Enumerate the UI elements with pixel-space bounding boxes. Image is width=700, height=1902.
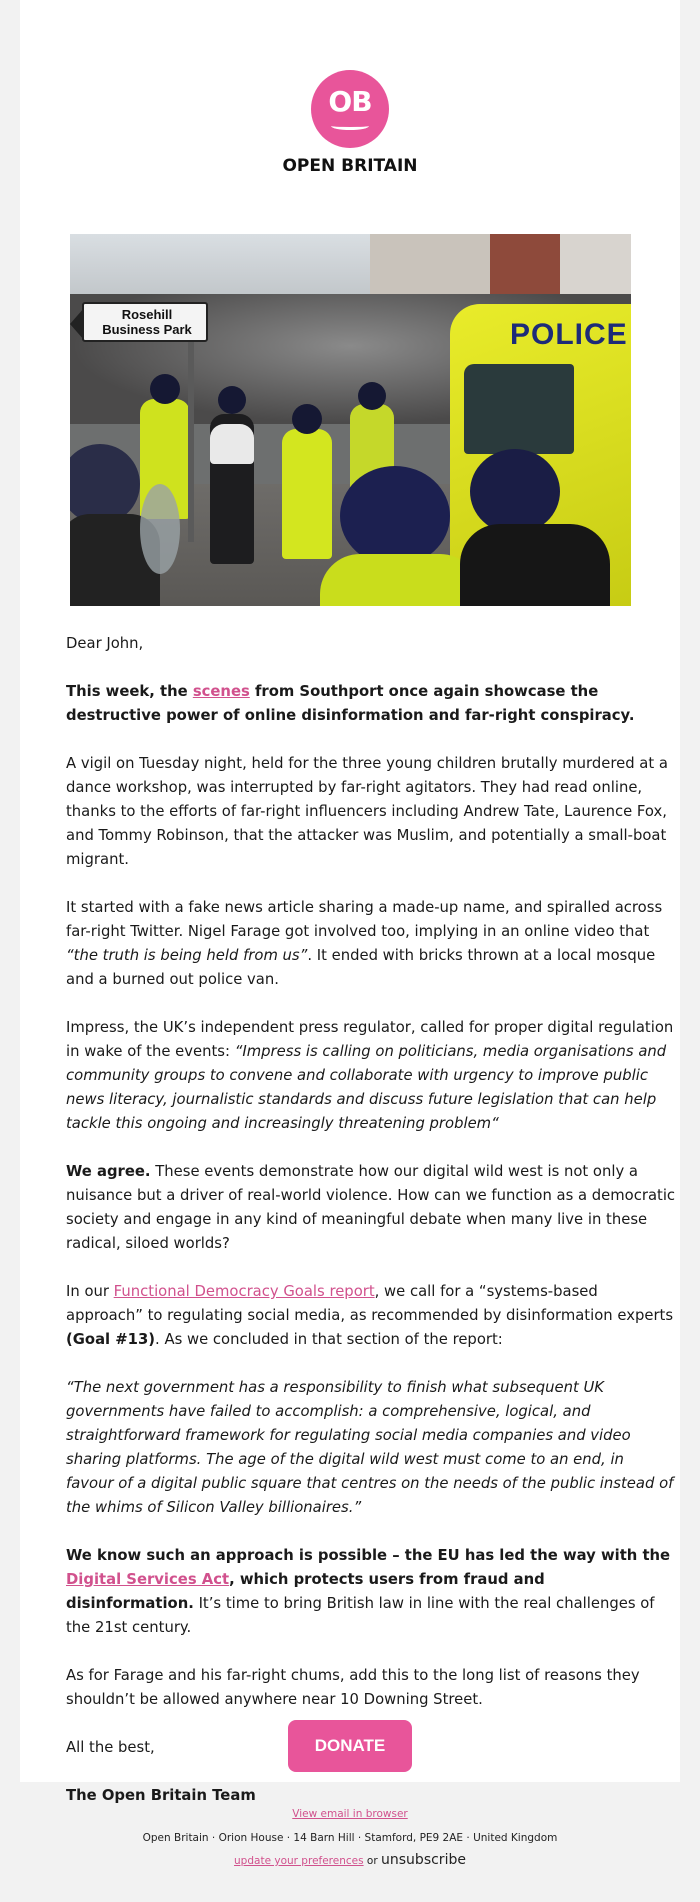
paragraph-impress	[66, 1016, 676, 1136]
footer-preferences-line	[0, 1852, 700, 1868]
police-officer	[282, 429, 332, 559]
police-helmet	[218, 386, 246, 414]
police-officer-foreground	[320, 554, 480, 606]
text-run: This week, the	[66, 683, 193, 700]
email-card	[20, 0, 680, 1804]
paragraph-agree	[66, 1160, 676, 1256]
police-helmet-foreground	[470, 449, 560, 534]
police-officer-foreground	[460, 524, 610, 606]
update-preferences-link[interactable]: update your preferences	[234, 1855, 364, 1867]
logo-monogram: OB	[328, 85, 372, 118]
open-britain-logo[interactable]	[311, 70, 389, 148]
text-run: It started with a fake news article sharing a made-up name, and spiralled across far-right Twitter. Nigel Farage got involved too, implying in an online video that	[66, 899, 663, 940]
we-agree-text: We agree.	[66, 1163, 151, 1180]
sign-arrow-icon	[70, 308, 84, 340]
text-run: We know such an approach is possible – the EU has led the way with the	[66, 1547, 671, 1564]
text-run: , which protects users from fraud and disinformation.	[66, 1571, 545, 1612]
text-run: . It ended with bricks thrown at a local mosque and a burned out police van.	[66, 947, 656, 988]
paragraph-report	[66, 1280, 676, 1352]
text-run: These events demonstrate how our digital wild west is not only a nuisance but a driver of real-world violence. How can we function as a democratic society and engage in any kind of meaningful debate when many live in these radical, siloed worlds?	[66, 1163, 676, 1252]
police-vest	[210, 424, 254, 464]
paragraph-origin	[66, 896, 676, 992]
footer-or: or	[363, 1855, 382, 1867]
paragraph-vigil: A vigil on Tuesday night, held for the three young children brutally murdered at a dance workshop, was interrupted by far-right agitators. They had read online, thanks to the efforts of far-right influencers including Andrew Tate, Laurence Fox, and Tommy Robinson, that the attacker was Muslim, and potentially a small-boat migrant.	[66, 755, 668, 868]
police-helmet-foreground	[340, 466, 450, 566]
text-run: It’s time to bring British law in line with the real challenges of the 21st century.	[66, 1595, 655, 1636]
footer	[0, 1808, 700, 1868]
sign-line-2: Business Park	[102, 322, 192, 337]
sign-pole	[188, 342, 194, 542]
footer-address: Open Britain · Orion House · 14 Barn Hill · Stamford, PE9 2AE · United Kingdom	[142, 1832, 558, 1844]
hero-image[interactable]	[70, 234, 631, 606]
sign-line-1: Rosehill	[121, 307, 173, 322]
police-helmet	[150, 374, 180, 404]
paragraph-eu	[66, 1544, 676, 1640]
view-in-browser-link[interactable]: View email in browser	[292, 1808, 408, 1820]
donate-button[interactable]: DONATE	[288, 1720, 412, 1772]
signature: The Open Britain Team	[66, 1787, 256, 1804]
text-run: In our	[66, 1283, 114, 1300]
sign-text	[92, 307, 202, 337]
greeting: Dear John,	[66, 635, 144, 652]
report-quote: “The next government has a responsibility to finish what subsequent UK governments have failed to accomplish: a comprehensive, logical, and straightforward framework for regulating social media companies and video sharing platforms. The age of the digital wild west must come to an end, in favour of a digital public square that centres on the needs of the public instead of the whims of Silicon Valley billionaires.”	[66, 1379, 674, 1516]
text-run: . As we concluded in that section of the report:	[155, 1331, 503, 1348]
paragraph-farage: As for Farage and his far-right chums, add this to the long list of reasons they shouldn’t be allowed anywhere near 10 Downing Street.	[66, 1667, 640, 1708]
police-helmet	[292, 404, 322, 434]
text-run: , we call for a “systems-based approach” to regulating social media, as recommended by disinformation experts	[66, 1283, 674, 1324]
impress-quote: “Impress is calling on politicians, media organisations and community groups to convene and collaborate with urgency to improve public news literacy, journalistic standards and discuss future legislation that can help tackle this ongoing and increasingly threatening problem“	[66, 1043, 667, 1132]
van-police-label: POLICE	[510, 318, 628, 351]
brand-name: OPEN BRITAIN	[282, 156, 418, 176]
letter-body	[66, 632, 676, 1832]
unsubscribe-link[interactable]: unsubscribe	[381, 1852, 466, 1868]
dsa-link[interactable]: Digital Services Act	[66, 1571, 230, 1588]
signoff: All the best,	[66, 1739, 155, 1756]
street-sign	[82, 302, 208, 342]
farage-quote: “the truth is being held from us”	[66, 947, 308, 964]
riot-shield	[140, 484, 180, 574]
logo-swoosh-icon	[331, 122, 369, 130]
van-window	[464, 364, 574, 454]
report-link[interactable]: Functional Democracy Goals report	[113, 1283, 375, 1300]
text-run: Impress, the UK’s independent press regulator, called for proper digital regulation in wake of the events:	[66, 1019, 674, 1060]
paragraph-intro	[66, 680, 676, 728]
scenes-link[interactable]: scenes	[192, 683, 250, 700]
text-run: from Southport once again showcase the destructive power of online disinformation and far-right conspiracy.	[66, 683, 635, 724]
goal-reference: (Goal #13)	[66, 1331, 156, 1348]
police-helmet	[358, 382, 386, 410]
